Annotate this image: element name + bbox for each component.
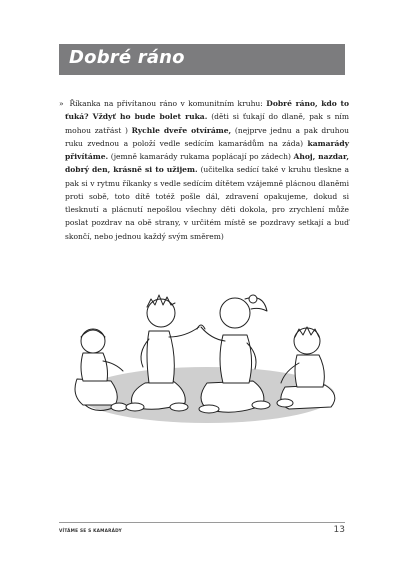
bullet-marker: » xyxy=(59,99,64,108)
title-bar xyxy=(59,44,345,75)
para-segment: (jemně kamarády rukama poplácají po zádech) xyxy=(108,152,294,161)
child-right xyxy=(277,327,335,409)
rhyme-line: Ahoj, nazdar, dobrý den, krásně si to užijem. xyxy=(65,152,349,175)
body-text xyxy=(59,97,349,243)
footer-rule xyxy=(59,522,345,523)
para-segment: (nejprve jednu a pak druhou ruku zvednou a položí vedle sedícím kamarádům na záda) xyxy=(65,125,349,148)
rhyme-paragraph xyxy=(59,97,349,243)
para-segment: (učitelka sedící také v kruhu tleskne a pak si v rytmu říkanky s vedle sedícím dítětem vzájemně plácnou dlaněmi proti sobě, toto dítě totéž pošle dál, zdravení opakujeme, dokud si tlesknutí a plácnutí nepošlou všechny děti dokola, pro zrychlení může poslat pozdrav na obě strany, v určitém místě se pozdravy setkají a buď skončí, nebo jednou každý svým směrem) xyxy=(65,165,349,241)
para-segment: Říkanka na přivítanou ráno v komunitním kruhu: xyxy=(69,99,267,108)
rhyme-line: Dobré ráno, kdo to ťuká? Vždyť ho bude bolet ruka. xyxy=(65,99,350,122)
footer-section-title: VÍTÁME SE S KAMARÁDY xyxy=(59,529,122,534)
para-segment: (děti si ťukají do dlaně, pak s ním mohou zatřást ) xyxy=(65,112,350,135)
rhyme-line: Rychle dveře otvíráme, xyxy=(131,125,232,135)
page-number: 13 xyxy=(333,525,345,535)
child-center-girl xyxy=(199,295,270,413)
rhyme-line: kamarády přivítáme. xyxy=(65,138,349,161)
page-title: Dobré ráno xyxy=(69,47,185,68)
children-circle-illustration xyxy=(57,283,357,428)
